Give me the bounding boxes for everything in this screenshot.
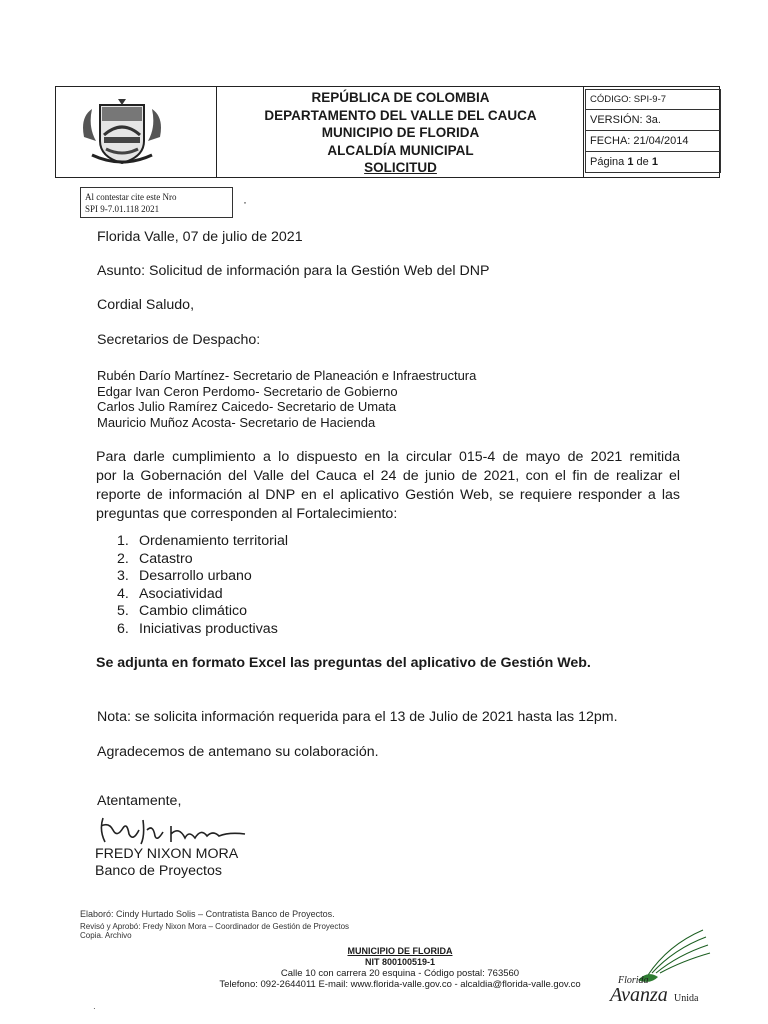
list-item: 2. Catastro bbox=[117, 550, 193, 567]
reference-number: SPI 9-7.01.118 2021 bbox=[85, 204, 160, 214]
list-item: 6. Iniciativas productivas bbox=[117, 620, 278, 637]
header-title bbox=[218, 89, 583, 177]
list-item-label: Desarrollo urbano bbox=[139, 568, 252, 585]
page-field bbox=[585, 152, 721, 173]
version-field bbox=[585, 110, 721, 131]
header-divider bbox=[216, 87, 217, 177]
subject-line: Asunto: Solicitud de información para la Gestión Web del DNP bbox=[97, 263, 490, 279]
logo-sub-text: Unida bbox=[674, 993, 699, 1004]
logo-top-text: Florida bbox=[618, 975, 649, 986]
document-codes bbox=[585, 89, 721, 173]
footer-nit: NIT 800100519-1 bbox=[364, 957, 436, 967]
version-value: 3a. bbox=[645, 114, 661, 126]
florida-avanza-logo bbox=[608, 925, 718, 1005]
list-item: 4. Asociatividad bbox=[117, 585, 223, 602]
addressee-list bbox=[97, 368, 476, 430]
footer-address: Calle 10 con carrera 20 esquina - Código postal: 763560 bbox=[280, 968, 520, 979]
deadline-note: Nota: se solicita información requerida para el 13 de Julio de 2021 hasta las 12pm. bbox=[97, 709, 618, 725]
addressee: Edgar Ivan Ceron Perdomo- Secretario de Gobierno bbox=[97, 383, 398, 399]
body-line: reporte de información al DNP en el aplicativo Gestión Web, se requiere responder a las bbox=[96, 487, 680, 503]
page-mid: de bbox=[636, 156, 649, 168]
body-line: Para darle cumplimiento a lo dispuesto en la circular 015-4 de mayo de 2021 remitida bbox=[96, 449, 680, 465]
page-total: 1 bbox=[651, 156, 658, 168]
header-title-line: DEPARTAMENTO DEL VALLE DEL CAUCA bbox=[264, 107, 537, 123]
list-item-label: Cambio climático bbox=[139, 603, 248, 620]
attachment-note: Se adjunta en formato Excel las preguntas del aplicativo de Gestión Web. bbox=[96, 655, 591, 671]
topics-list bbox=[117, 533, 288, 639]
document-header bbox=[55, 86, 720, 178]
date-line: Florida Valle, 07 de julio de 2021 bbox=[97, 229, 303, 245]
reference-box bbox=[80, 187, 233, 218]
list-item: 3. Desarrollo urbano bbox=[117, 568, 252, 585]
signer-role: Banco de Proyectos bbox=[95, 863, 222, 879]
logo-main-text: Avanza bbox=[610, 984, 668, 1005]
reviewed-by: Revisó y Aprobó: Fredy Nixon Mora – Coordinador de Gestión de Proyectos bbox=[80, 922, 350, 931]
reference-line: Al contestar cite este Nro bbox=[85, 192, 177, 202]
date-field: FECHA: 21/04/2014 bbox=[585, 131, 721, 152]
coat-of-arms-icon bbox=[78, 97, 166, 169]
addressees-title: Secretarios de Despacho: bbox=[97, 332, 261, 348]
greeting: Cordial Saludo, bbox=[97, 297, 195, 313]
list-item-label: Catastro bbox=[139, 550, 193, 567]
code-field: CÓDIGO: SPI-9-7 bbox=[585, 89, 721, 110]
thanks-line: Agradecemos de antemano su colaboración. bbox=[97, 744, 379, 760]
copy-note: Copia. Archivo bbox=[80, 931, 132, 940]
list-item-label: Ordenamiento territorial bbox=[139, 533, 289, 549]
body-line: preguntas que corresponden al Fortalecimiento: bbox=[96, 506, 398, 522]
header-title-line: REPÚBLICA DE COLOMBIA bbox=[311, 90, 490, 105]
page-prefix: Página bbox=[590, 156, 625, 168]
addressee: Carlos Julio Ramírez Caicedo- Secretario de Umata bbox=[97, 399, 397, 414]
header-title-line: SOLICITUD bbox=[364, 160, 437, 175]
footer-municipio: MUNICIPIO DE FLORIDA bbox=[347, 946, 453, 956]
addressee: Mauricio Muñoz Acosta- Secretario de Hacienda bbox=[97, 414, 376, 430]
version-label: VERSIÓN: bbox=[590, 114, 643, 126]
header-divider bbox=[583, 87, 584, 177]
header-title-line: ALCALDÍA MUNICIPAL bbox=[327, 142, 474, 158]
header-title-line: MUNICIPIO DE FLORIDA bbox=[321, 125, 480, 140]
body-paragraph bbox=[96, 448, 680, 524]
elaborated-by: Elaboró: Cindy Hurtado Solis – Contratista Banco de Proyectos. bbox=[80, 909, 335, 919]
mark: · bbox=[243, 195, 247, 209]
signer-name: FREDY NIXON MORA bbox=[95, 846, 239, 862]
list-item: 5. Cambio climático bbox=[117, 603, 248, 620]
footer-contact: Telefono: 092-2644011 E-mail: www.florida-valle.gov.co - alcaldia@florida-valle.gov.co bbox=[219, 979, 581, 990]
list-item-label: Iniciativas productivas bbox=[139, 620, 278, 637]
closing-line: Atentamente, bbox=[97, 793, 182, 809]
list-item: 1. Ordenamiento territorial bbox=[117, 533, 289, 549]
body-line: por la Gobernación del Valle del Cauca el 24 de junio de 2021, con el fin de realizar el bbox=[96, 468, 680, 484]
page-number: 1 bbox=[627, 156, 634, 168]
mark: · bbox=[93, 1004, 96, 1013]
list-item-label: Asociatividad bbox=[139, 585, 223, 602]
addressee: Rubén Darío Martínez- Secretario de Planeación e Infraestructura bbox=[97, 368, 477, 383]
footer bbox=[200, 946, 600, 990]
